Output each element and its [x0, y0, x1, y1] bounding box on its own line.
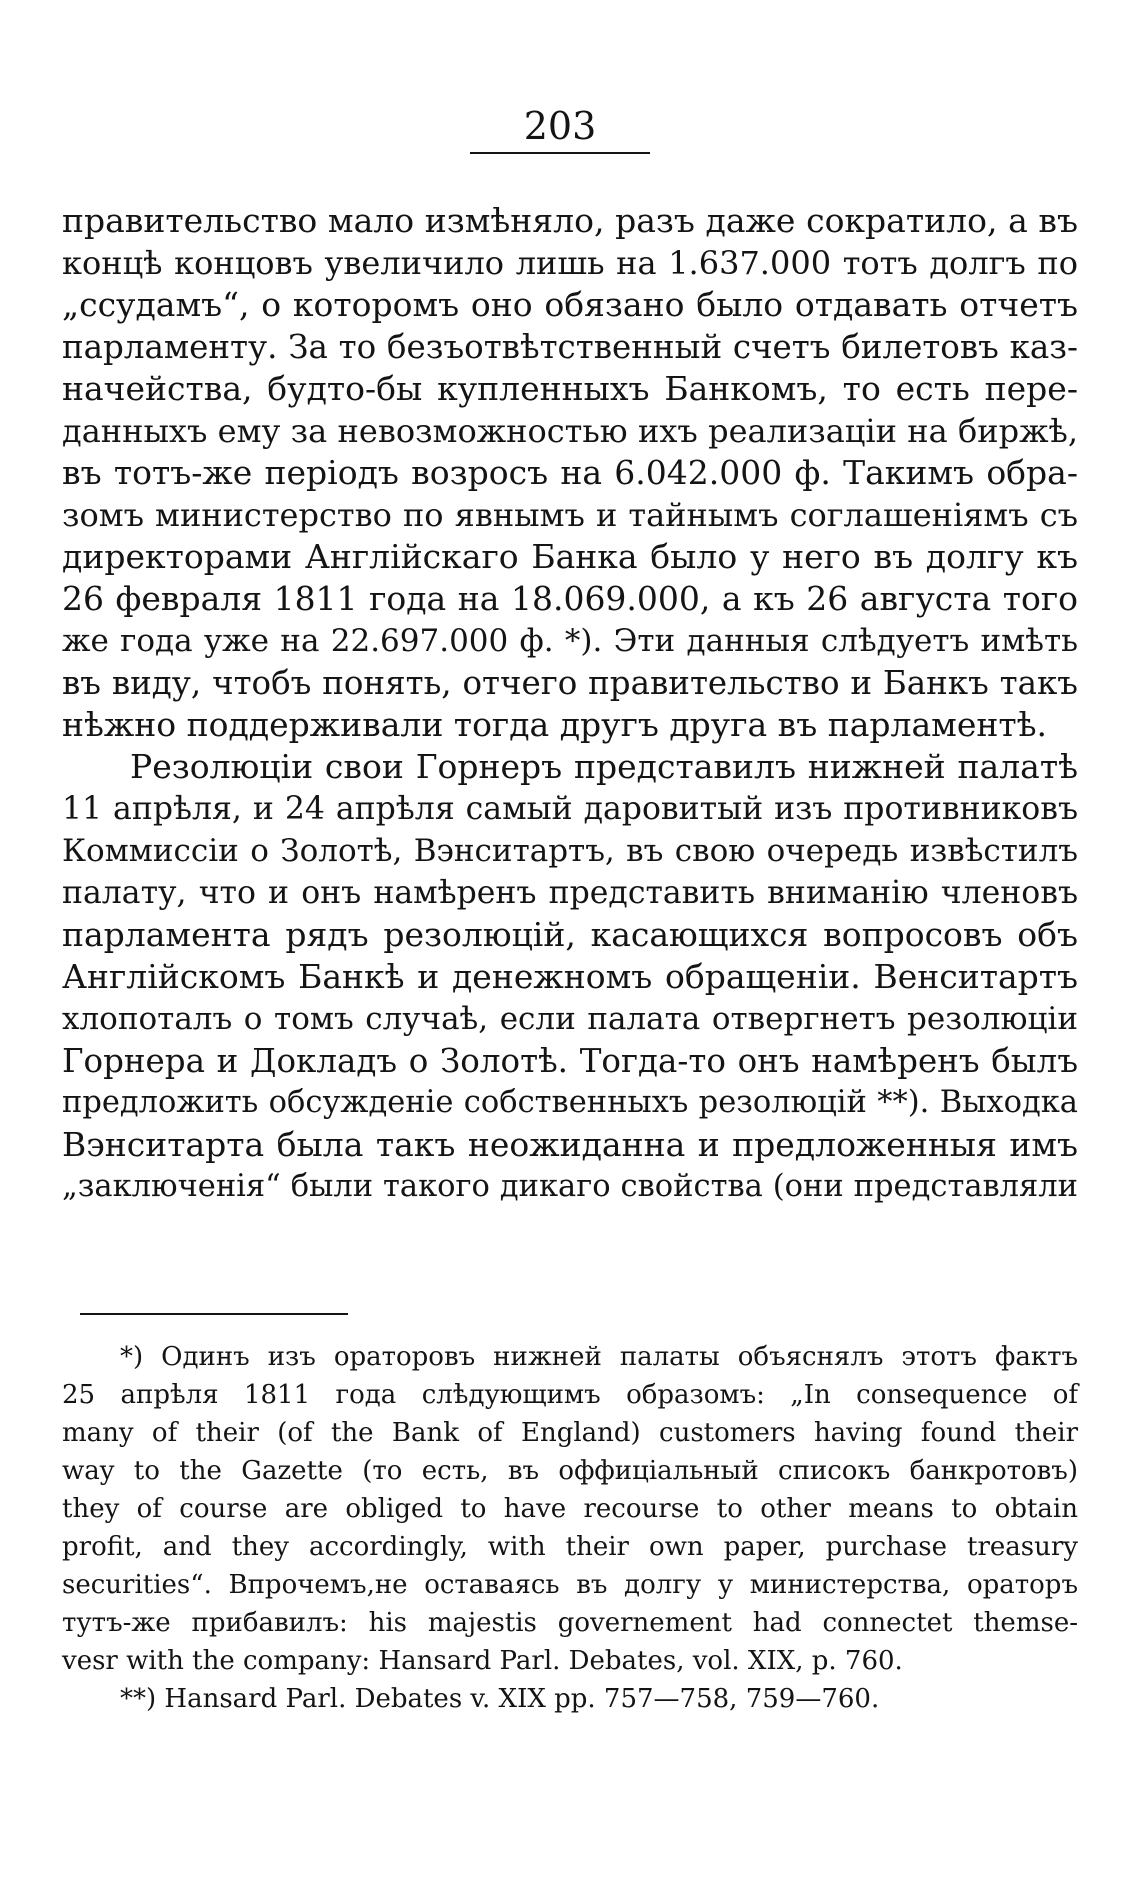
body-line: предложить обсужденіе собственныхъ резолюцій **). Выходка [62, 1085, 1078, 1120]
body-line: Горнера и Докладъ о Золотѣ. Тогда-то онъ намѣренъ былъ [62, 1042, 1078, 1080]
paragraph-first-line: Резолюціи свои Горнеръ представилъ нижней палатѣ [130, 747, 1078, 786]
body-line: Коммиссіи о Золотѣ, Вэнситартъ, въ свою очередь извѣстилъ [62, 833, 1078, 869]
page-number: 203 [523, 104, 597, 148]
footnote-line: тутъ-же прибавилъ: his majestis governement had connectet themse- [62, 1608, 1078, 1638]
body-line: директорами Англійскаго Банка было у него въ долгу къ [62, 537, 1078, 576]
body-line: въ тотъ-же періодъ возросъ на 6.042.000 ф. Такимъ обра- [62, 453, 1078, 492]
body-line: 11 апрѣля, и 24 апрѣля самый даровитый изъ противниковъ [62, 791, 1078, 827]
body-line: парламенту. За то безъотвѣтственный счетъ билетовъ каз- [62, 328, 1078, 366]
footnote-line: vesr with the company: Hansard Parl. Debates, vol. XIX, p. 760. [62, 1646, 903, 1676]
footnote-line: **) Hansard Parl. Debates v. XIX pp. 757—758, 759—760. [120, 1684, 880, 1714]
body-line: въ виду, чтобъ понять, отчего правительство и Банкъ такъ [62, 664, 1078, 702]
body-line: начейства, будто-бы купленныхъ Банкомъ, то есть пере- [62, 369, 1078, 408]
footnote-separator [80, 1313, 348, 1315]
body-line: данныхъ ему за невозможностью ихъ реализаціи на биржѣ, [62, 412, 1078, 450]
body-line: нѣжно поддерживали тогда другъ друга въ парламентѣ. [62, 705, 1047, 744]
footnote-line: they of course are obliged to have recourse to other means to obtain [62, 1494, 1078, 1524]
body-line: же года уже на 22.697.000 ф. *). Эти данныя слѣдуетъ имѣть [62, 623, 1078, 659]
page-number-rule [470, 152, 650, 154]
footnote-line: way to the Gazette (то есть, въ оффиціальный списокъ банкротовъ) [62, 1456, 1078, 1486]
footnote-line: *) Одинъ изъ ораторовъ нижней палаты объяснялъ этотъ фактъ [120, 1342, 1078, 1372]
body-line: 26 февраля 1811 года на 18.069.000, а къ 26 августа того [62, 579, 1078, 618]
footnote-line: profit, and they accordingly, with their own paper, purchase treasury [62, 1532, 1078, 1562]
body-line: хлопоталъ о томъ случаѣ, если палата отвергнетъ резолюціи [62, 1001, 1078, 1037]
body-line: Вэнситарта была такъ неожиданна и предложенныя имъ [62, 1125, 1078, 1164]
body-line: парламента рядъ резолюцій, касающихся вопросовъ объ [62, 915, 1078, 954]
body-line: палату, что и онъ намѣренъ представить вниманію членовъ [62, 875, 1078, 911]
footnote-line: 25 апрѣля 1811 года слѣдующимъ образомъ: „In consequence of [62, 1380, 1078, 1410]
body-line: „ссудамъ“, о которомъ оно обязано было отдавать отчетъ [62, 285, 1078, 324]
body-line: Англійскомъ Банкѣ и денежномъ обращеніи. Венситартъ [62, 957, 1078, 996]
footnote-line: many of their (of the Bank of England) customers having found their [62, 1418, 1078, 1448]
footnote-line: securities“. Впрочемъ,не оставаясь въ долгу у министерства, ораторъ [62, 1570, 1078, 1600]
body-line: правительство мало измѣняло, разъ даже сократило, а въ [62, 201, 1078, 240]
body-line: „заключенія“ были такого дикаго свойства (они представляли [62, 1169, 1078, 1204]
body-line: зомъ министерство по явнымъ и тайнымъ соглашеніямъ съ [62, 496, 1078, 534]
body-line: концѣ концовъ увеличило лишь на 1.637.000 тотъ долгъ по [62, 244, 1078, 282]
